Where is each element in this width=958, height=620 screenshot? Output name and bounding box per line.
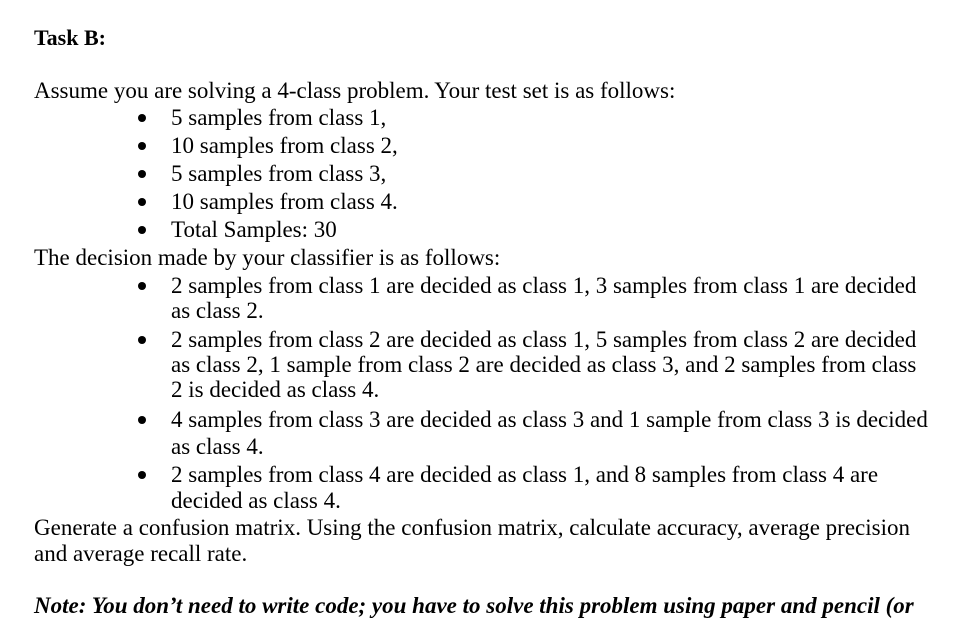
instruction-line: Generate a confusion matrix. Using the confusion matrix, calculate accuracy, average precision xyxy=(34,515,910,540)
bullet-icon xyxy=(138,198,146,206)
intro-paragraph: Assume you are solving a 4-class problem. Your test set is as follows: xyxy=(34,78,676,103)
bullet-icon xyxy=(138,471,146,479)
bullet-icon xyxy=(138,416,146,424)
bullet-icon xyxy=(138,226,146,234)
note-text: Note: You don’t need to write code; you have to solve this problem using paper and pencil (or xyxy=(34,593,914,618)
bullet-icon xyxy=(138,336,146,344)
decision-intro: The decision made by your classifier is as follows: xyxy=(34,245,501,270)
document-page: Task B: Assume you are solving a 4-class problem. Your test set is as follows: 5 samples from class 1, 10 samples from class 2, 5 samples from class 3, 10 samples from class 4. Total Samples: 30 The decision made by your classifier is as follows: 2 samples from class 1 are decided as class 1, 3 samples from class 1 are decided as class 2. 2 samples from class 2 are decided as class 1, 5 samples from class 2 are decided as class 2, 1 sample from class 2 are decided as class 3, and 2 samples from class 2 is decided as class 4. 4 samples from class 3 are decided as class 3 and 1 sample from class 3 is decided as class 4. 2 samples from class 4 are decided as class 1, and 8 samples from class 4 are decided as class 4. Generate a confusion matrix. Using the confusion matrix, calculate accuracy, average precision and average recall rate. Note: You don’t need to write code; you have to solve this problem using paper and pencil (or xyxy=(34,25,928,618)
instruction-line: and average recall rate. xyxy=(34,541,248,566)
bullet-icon xyxy=(138,170,146,178)
bullet-icon xyxy=(138,114,146,122)
task-heading: Task B: xyxy=(34,25,106,50)
bullet-icon xyxy=(138,282,146,290)
bullet-icon xyxy=(138,142,146,150)
